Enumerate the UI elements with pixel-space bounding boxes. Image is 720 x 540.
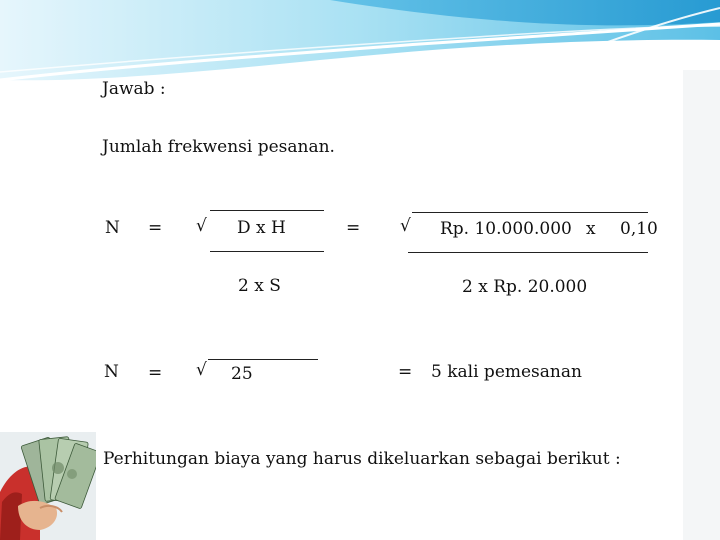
formula-lhs-n: N [105,218,120,238]
rhs-sqrt-bar [412,212,648,213]
sqrt-symbol: √ [196,216,207,236]
result-equals: = [148,363,163,383]
formula-equals: = [148,218,163,238]
result-lhs-n: N [104,362,119,382]
result-value: 25 [231,364,253,384]
formula-numerator: D x H [237,218,286,238]
footer-text: Perhitungan biaya yang harus dikeluarkan sebagai berikut : [103,449,621,469]
sqrt-bar [210,210,324,211]
result-sqrt-bar [208,359,318,360]
rhs-sqrt-symbol: √ [400,216,411,236]
formula-denominator: 2 x S [238,276,281,296]
result-equals-2: = [398,362,413,382]
rhs-numerator-amount: Rp. 10.000.000 [440,219,572,239]
rhs-numerator-rate: 0,10 [620,219,658,239]
money-photo [0,432,96,540]
section-subheading: Jumlah frekwensi pesanan. [102,137,335,157]
answer-heading: Jawab : [102,79,166,99]
rhs-fraction-bar [408,252,648,253]
rhs-denominator: 2 x Rp. 20.000 [462,277,588,297]
rhs-numerator-times: x [586,219,596,239]
formula-rhs-equals: = [346,218,361,238]
result-answer: 5 kali pemesanan [431,362,582,382]
fraction-bar [210,251,324,252]
result-sqrt-symbol: √ [196,360,207,380]
